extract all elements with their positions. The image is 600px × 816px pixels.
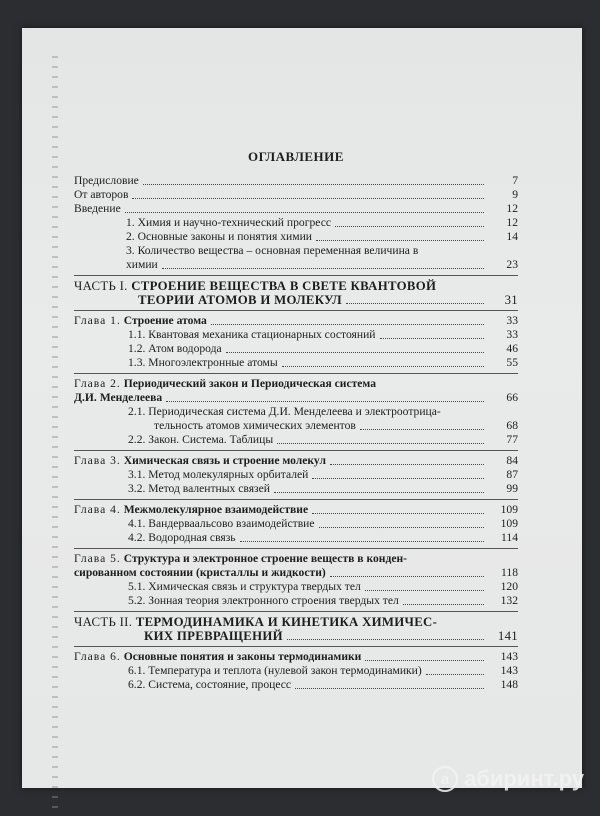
toc-entry: 3.1. Метод молекулярных орбиталей 87	[128, 468, 518, 481]
toc-entry: 2. Основные законы и понятия химии 14	[126, 230, 518, 243]
labirint-watermark: a абиринт.ру	[432, 766, 584, 792]
toc-chapter: Глава 3. Химическая связь и строение молекул 84	[74, 454, 518, 467]
page-binding	[52, 56, 58, 816]
book-page	[22, 28, 582, 788]
toc-chapter: Глава 5. Структура и электронное строение веществ в конден- сированном состоянии (кристаллы и жидкости) 118	[74, 552, 518, 579]
magnifier-a-icon: a	[432, 766, 458, 792]
toc-entry: 1. Химия и научно-технический прогресс 12	[126, 216, 518, 229]
toc-chapter: Глава 2. Периодический закон и Периодическая система Д.И. Менделеева 66	[74, 377, 518, 404]
toc-entry: 4.1. Вандерваальсово взаимодействие 109	[128, 517, 518, 530]
toc-entry: 2.2. Закон. Система. Таблицы 77	[128, 433, 518, 446]
toc-entry: 2.1. Периодическая система Д.И. Менделеева и электроотрица- тельность атомов химических элементов 68	[128, 405, 518, 432]
toc-entry: 3.2. Метод валентных связей 99	[128, 482, 518, 495]
toc-part: ЧАСТЬ I. СТРОЕНИЕ ВЕЩЕСТВА В СВЕТЕ КВАНТОВОЙ ТЕОРИИ АТОМОВ И МОЛЕКУЛ 31	[74, 279, 518, 307]
table-of-contents	[74, 140, 518, 692]
toc-chapter: Глава 6. Основные понятия и законы термодинамики 143	[74, 650, 518, 663]
divider	[74, 310, 518, 311]
divider	[74, 646, 518, 647]
toc-entry: Предисловие 7	[74, 174, 518, 187]
toc-entry: 5.1. Химическая связь и структура твердых тел 120	[128, 580, 518, 593]
toc-entry: 5.2. Зонная теория электронного строения твердых тел 132	[128, 594, 518, 607]
toc-title: ОГЛАВЛЕНИЕ	[248, 149, 344, 164]
toc-entry: 6.1. Температура и теплота (нулевой закон термодинамики) 143	[128, 664, 518, 677]
toc-part: ЧАСТЬ II. ТЕРМОДИНАМИКА И КИНЕТИКА ХИМИЧЕС- КИХ ПРЕВРАЩЕНИЙ 141	[74, 615, 518, 643]
toc-entry: Введение 12	[74, 202, 518, 215]
divider	[74, 499, 518, 500]
toc-chapter: Глава 4. Межмолекулярное взаимодействие 109	[74, 503, 518, 516]
toc-entry: 1.1. Квантовая механика стационарных состояний 33	[128, 328, 518, 341]
toc-entry: 6.2. Система, состояние, процесс 148	[128, 678, 518, 691]
divider	[74, 275, 518, 276]
divider	[74, 450, 518, 451]
toc-entry: 4.2. Водородная связь 114	[128, 531, 518, 544]
toc-entry: 1.2. Атом водорода 46	[128, 342, 518, 355]
toc-chapter: Глава 1. Строение атома 33	[74, 314, 518, 327]
toc-entry: 1.3. Многоэлектронные атомы 55	[128, 356, 518, 369]
divider	[74, 548, 518, 549]
divider	[74, 373, 518, 374]
toc-entry: От авторов 9	[74, 188, 518, 201]
divider	[74, 611, 518, 612]
toc-entry: 3. Количество вещества – основная переменная величина в химии 23	[126, 244, 518, 271]
